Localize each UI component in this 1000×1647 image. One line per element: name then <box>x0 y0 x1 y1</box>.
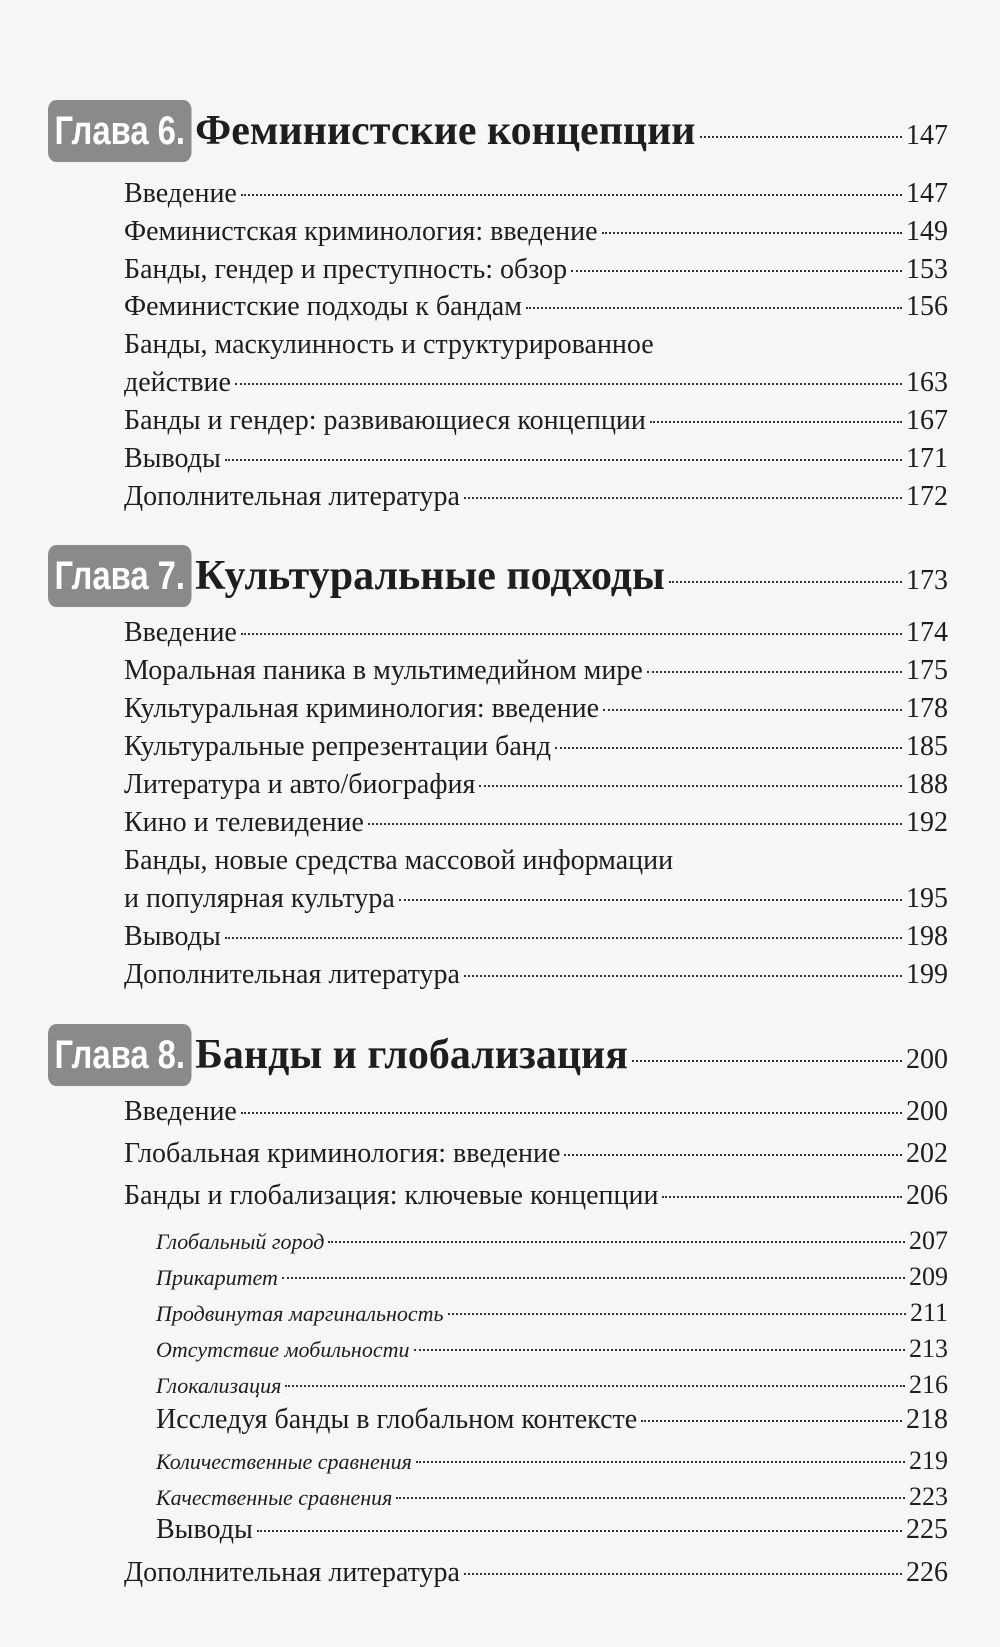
entry-label: Банды, новые средства массовой информации <box>124 845 674 876</box>
dot-leader <box>282 1277 905 1279</box>
dot-leader <box>641 1420 902 1422</box>
toc-entry-continued[interactable] <box>124 845 948 877</box>
dot-leader <box>464 1573 902 1575</box>
entry-page-number: 178 <box>906 693 948 724</box>
dot-leader <box>632 1060 902 1062</box>
dot-leader <box>416 1461 905 1463</box>
entry-page-number: 198 <box>906 921 948 952</box>
entry-label: Выводы <box>156 1514 253 1545</box>
entry-label: Введение <box>124 1096 237 1127</box>
entry-label: Выводы <box>124 921 221 952</box>
entry-label: Кино и телевидение <box>124 807 364 838</box>
dot-leader <box>235 383 902 385</box>
toc-entry[interactable] <box>124 693 948 725</box>
entry-label: Глобальная криминология: введение <box>124 1138 561 1169</box>
toc-entry[interactable] <box>124 1096 948 1128</box>
entry-label: Литература и авто/биография <box>124 769 476 800</box>
dot-leader <box>603 709 902 711</box>
toc-entry[interactable] <box>124 959 948 991</box>
entry-page-number: 209 <box>909 1262 948 1291</box>
toc-entry[interactable] <box>156 1514 948 1546</box>
dot-leader <box>564 1154 902 1156</box>
entry-page-number: 175 <box>906 655 948 686</box>
dot-leader <box>368 823 902 825</box>
chapter-page-number: 147 <box>906 120 948 151</box>
entry-page-number: 202 <box>906 1138 948 1169</box>
dot-leader <box>241 194 902 196</box>
dot-leader <box>241 1112 902 1114</box>
dot-leader <box>285 1385 905 1387</box>
toc-entry[interactable] <box>124 617 948 649</box>
dot-leader <box>257 1530 902 1532</box>
dot-leader <box>225 937 902 939</box>
dot-leader <box>662 1196 902 1198</box>
chapter-title: Культуральные подходы <box>195 553 665 599</box>
dot-leader <box>479 785 902 787</box>
entry-label: Банды и глобализация: ключевые концепции <box>124 1180 659 1211</box>
chapter-6-heading[interactable] <box>48 100 948 166</box>
toc-entry[interactable] <box>124 769 948 801</box>
entry-label: Феминистские подходы к бандам <box>124 291 522 322</box>
toc-subentry[interactable] <box>156 1446 948 1476</box>
entry-label: Культуральная криминология: введение <box>124 693 600 724</box>
entry-label: и популярная культура <box>124 883 395 914</box>
entry-label: Прикаритет <box>156 1265 278 1290</box>
toc-entry[interactable] <box>124 291 948 323</box>
chapter-badge: Глава 8. <box>48 1024 192 1086</box>
toc-entry[interactable] <box>124 443 948 475</box>
entry-label: Банды, маскулинность и структурированное <box>124 329 654 360</box>
dot-leader <box>448 1313 906 1315</box>
entry-label: Дополнительная литература <box>124 1557 460 1588</box>
entry-page-number: 226 <box>906 1557 948 1588</box>
toc-entry[interactable] <box>124 178 948 210</box>
entry-label: Глокализация <box>156 1373 282 1398</box>
entry-label: Отсутствие мобильности <box>156 1337 410 1362</box>
entry-page-number: 149 <box>906 216 948 247</box>
toc-entry[interactable] <box>124 216 948 248</box>
entry-label: Глобальный город <box>156 1229 325 1254</box>
toc-entry[interactable] <box>124 254 948 286</box>
entry-page-number: 216 <box>909 1370 948 1399</box>
chapter-title: Банды и глобализация <box>195 1032 628 1078</box>
toc-entry[interactable] <box>124 731 948 763</box>
toc-entry[interactable] <box>124 883 948 915</box>
entry-page-number: 219 <box>909 1446 948 1475</box>
toc-subentry[interactable] <box>156 1334 948 1364</box>
chapter-badge: Глава 7. <box>48 545 192 607</box>
dot-leader <box>396 1497 905 1499</box>
dot-leader <box>225 459 902 461</box>
entry-page-number: 153 <box>906 254 948 285</box>
entry-page-number: 192 <box>906 807 948 838</box>
entry-page-number: 199 <box>906 959 948 990</box>
entry-page-number: 206 <box>906 1180 948 1211</box>
entry-label: Введение <box>124 178 237 209</box>
dot-leader <box>526 307 902 309</box>
entry-label: действие <box>124 367 231 398</box>
entry-page-number: 156 <box>906 291 948 322</box>
dot-leader <box>555 747 902 749</box>
entry-page-number: 211 <box>909 1298 948 1327</box>
dot-leader <box>464 497 902 499</box>
dot-leader <box>464 975 902 977</box>
toc-subentry[interactable] <box>156 1370 948 1400</box>
toc-entry[interactable] <box>124 481 948 513</box>
dot-leader <box>399 899 902 901</box>
toc-entry-continued[interactable] <box>124 329 948 361</box>
entry-page-number: 223 <box>909 1482 948 1511</box>
toc-entry[interactable] <box>124 655 948 687</box>
entry-label: Феминистская криминология: введение <box>124 216 598 247</box>
dot-leader <box>650 421 902 423</box>
entry-page-number: 163 <box>906 367 948 398</box>
toc-subentry[interactable] <box>156 1482 948 1512</box>
entry-label: Банды и гендер: развивающиеся концепции <box>124 405 646 436</box>
entry-label: Культуральные репрезентации банд <box>124 731 552 762</box>
chapter-page-number: 200 <box>906 1044 948 1075</box>
toc-entry[interactable] <box>124 1138 948 1170</box>
entry-label: Банды, гендер и преступность: обзор <box>124 254 568 285</box>
entry-label: Количественные сравнения <box>156 1449 412 1474</box>
toc-entry[interactable] <box>156 1404 948 1436</box>
chapter-page-number: 173 <box>906 565 948 596</box>
dot-leader <box>328 1241 905 1243</box>
chapter-7-heading[interactable] <box>48 545 948 611</box>
toc-entry[interactable] <box>124 921 948 953</box>
toc-entry[interactable] <box>124 367 948 399</box>
chapter-title: Феминистские концепции <box>195 108 696 154</box>
entry-page-number: 167 <box>906 405 948 436</box>
entry-page-number: 171 <box>906 443 948 474</box>
entry-label: Дополнительная литература <box>124 481 460 512</box>
entry-label: Качественные сравнения <box>156 1485 393 1510</box>
entry-label: Продвинутая маргинальность <box>156 1301 444 1326</box>
dot-leader <box>241 633 902 635</box>
entry-page-number: 213 <box>909 1334 948 1363</box>
dot-leader <box>602 232 902 234</box>
entry-page-number: 172 <box>906 481 948 512</box>
entry-label: Исследуя банды в глобальном контексте <box>156 1404 638 1435</box>
entry-page-number: 174 <box>906 617 948 648</box>
toc-subentry[interactable] <box>156 1298 948 1328</box>
entry-page-number: 195 <box>906 883 948 914</box>
entry-label: Введение <box>124 617 237 648</box>
toc-entry[interactable] <box>124 1180 948 1212</box>
entry-page-number: 200 <box>906 1096 948 1127</box>
entry-page-number: 188 <box>906 769 948 800</box>
dot-leader <box>669 581 902 583</box>
entry-page-number: 207 <box>909 1226 948 1255</box>
dot-leader <box>700 136 903 138</box>
chapter-badge: Глава 6. <box>48 100 192 162</box>
entry-page-number: 147 <box>906 178 948 209</box>
entry-label: Выводы <box>124 443 221 474</box>
entry-label: Моральная паника в мультимедийном мире <box>124 655 643 686</box>
dot-leader <box>414 1349 906 1351</box>
toc-subentry[interactable] <box>156 1262 948 1292</box>
entry-page-number: 225 <box>906 1514 948 1545</box>
toc-entry[interactable] <box>124 1557 948 1589</box>
toc-subentry[interactable] <box>156 1226 948 1256</box>
entry-page-number: 218 <box>906 1404 948 1435</box>
toc-entry[interactable] <box>124 807 948 839</box>
chapter-8-heading[interactable] <box>48 1024 948 1090</box>
entry-label: Дополнительная литература <box>124 959 460 990</box>
dot-leader <box>647 671 902 673</box>
entry-page-number: 185 <box>906 731 948 762</box>
dot-leader <box>571 270 902 272</box>
toc-entry[interactable] <box>124 405 948 437</box>
